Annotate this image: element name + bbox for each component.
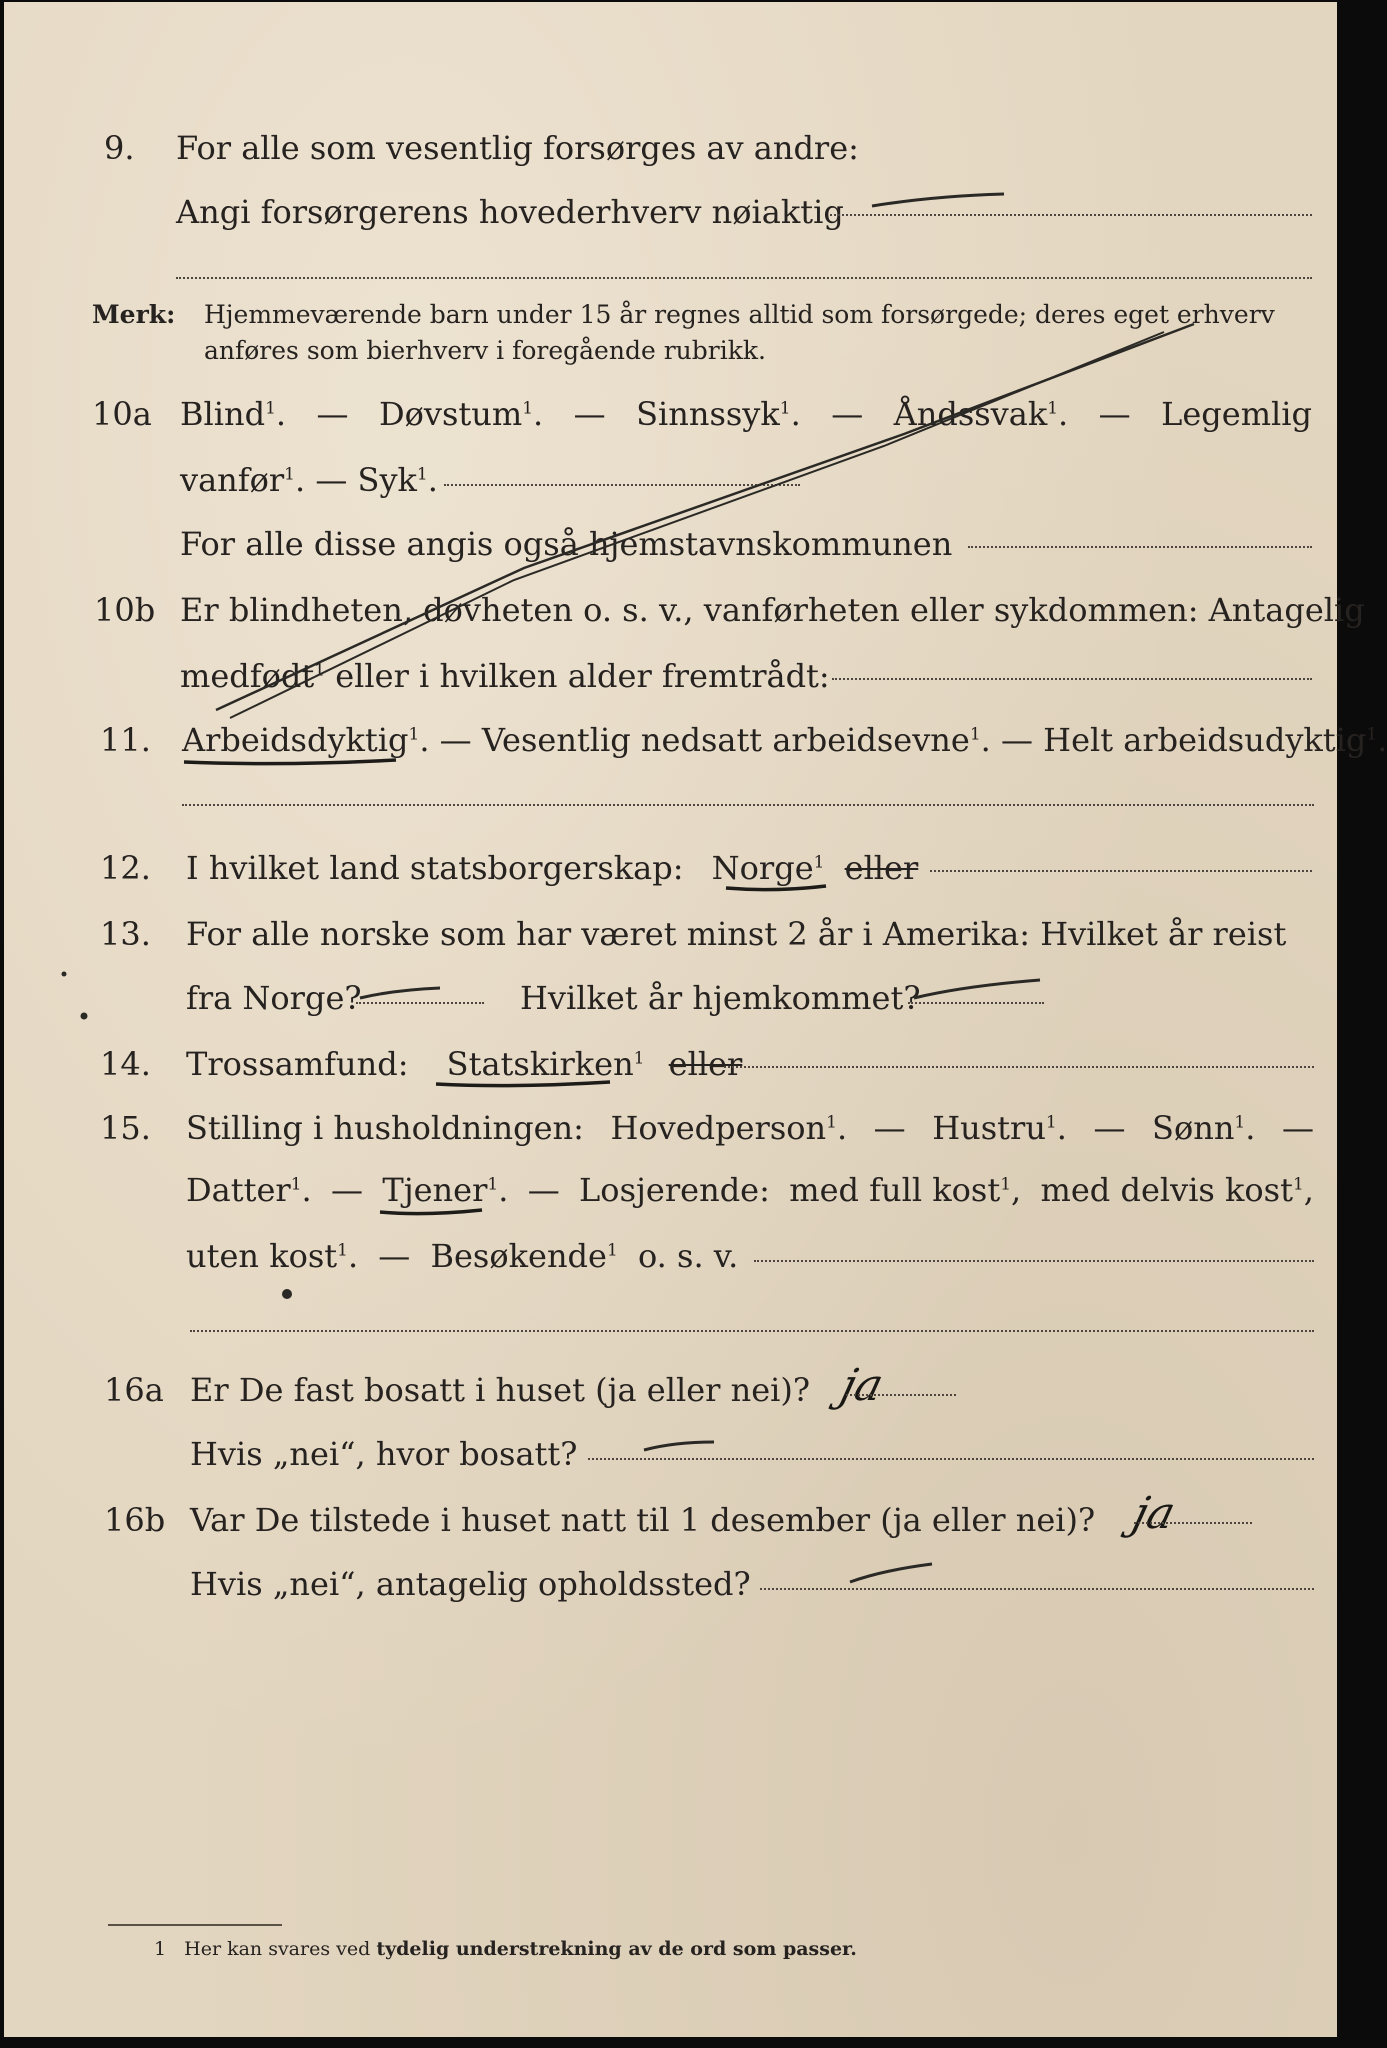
dash: — [1281, 1109, 1314, 1147]
q12-underline [726, 886, 826, 890]
footnote-text: Her kan svares ved [184, 1938, 371, 1960]
q12-eller: eller [844, 849, 919, 887]
q13-line1-text: For alle norske som har været minst 2 år i Amerika: Hvilket år reist [186, 915, 1287, 953]
q16a-number: 16a [104, 1371, 164, 1409]
dash: — [1098, 395, 1131, 433]
merk-line1-text: Hjemmeværende barn under 15 år regnes alltid som forsørgede; deres eget erhverv [204, 300, 1275, 329]
q10b-line2-rest: eller i hvilken alder fremtrådt: [335, 657, 830, 695]
q15-opt-datter[interactable]: Datter$^1$. [186, 1171, 312, 1209]
q10a-opt-blind[interactable]: Blind$^1$. [180, 395, 287, 433]
q9-number: 9. [104, 129, 135, 167]
q10a-opt-vanfor[interactable]: vanfør$^1$. [180, 461, 306, 499]
q10a-opt-legemlig[interactable]: Legemlig [1161, 395, 1312, 433]
q10a-line3: For alle disse angis også hjemstavnskommunen [180, 525, 953, 563]
q13-line2b: Hvilket år hjemkommet? [520, 979, 921, 1017]
q15-opt-delvis-kost[interactable]: med delvis kost$^1$, [1040, 1171, 1314, 1209]
q15-osv: o. s. v. [637, 1237, 739, 1275]
q16b-line2: Hvis „nei“, antagelig opholdssted? [190, 1565, 751, 1603]
q15-opt-besokende[interactable]: Besøkende$^1$ [430, 1237, 618, 1275]
dash: — [1001, 721, 1033, 759]
q16b-line1: Var De tilstede i huset natt til 1 desember (ja eller nei)? [190, 1501, 1096, 1539]
q16b-number: 16b [104, 1501, 166, 1539]
dash: — [1093, 1109, 1126, 1147]
dash: — [873, 1109, 906, 1147]
dash: — [527, 1171, 560, 1209]
diagonal-cancel-stroke-2 [230, 332, 1164, 718]
dash: — [315, 461, 348, 499]
q12-opt-norge[interactable]: Norge$^1$ [711, 849, 825, 887]
ink-speck [282, 1289, 292, 1299]
dash: — [439, 721, 472, 759]
q10a-number: 10a [92, 395, 152, 433]
footnote-mark: 1 [154, 1938, 167, 1960]
ink-speck [81, 1013, 88, 1020]
q10b-number: 10b [94, 591, 156, 629]
census-form-page [4, 2, 1387, 2037]
diagonal-cancel-stroke [216, 324, 1194, 710]
dash: — [831, 395, 864, 433]
q13-reist-dash [360, 988, 440, 998]
q16b-answer: ja [1127, 1488, 1181, 1539]
q13-hjemkommet-dash [914, 980, 1040, 998]
q10a-opt-andssvak[interactable]: Åndssvak$^1$. [893, 395, 1069, 433]
q16b-opholdssted-dash [850, 1564, 932, 1582]
q15-text: Stilling i husholdningen: [186, 1109, 584, 1147]
dash: — [331, 1171, 364, 1209]
q15-opt-full-kost[interactable]: med full kost$^1$, [789, 1171, 1022, 1209]
q14-eller: eller [668, 1045, 743, 1083]
dash: — [378, 1237, 411, 1275]
q11-opt-udyktig[interactable]: Helt arbeidsudyktig$^1$. [1043, 721, 1387, 759]
q13-number: 13. [100, 915, 151, 953]
q16a-line1: Er De fast bosatt i huset (ja eller nei)? [190, 1371, 811, 1409]
q14-opt-statskirken[interactable]: Statskirken$^1$ [446, 1045, 645, 1083]
q16a-line2: Hvis „nei“, hvor bosatt? [190, 1435, 578, 1473]
q12-number: 12. [100, 849, 151, 887]
handwritten-marks [4, 2, 1337, 2037]
q14-number: 14. [100, 1045, 151, 1083]
q15-opt-hustru[interactable]: Hustru$^1$. [932, 1109, 1067, 1147]
q15-underline [380, 1210, 482, 1214]
footnote-bold-text: tydelig understrekning av de ord som passer. [376, 1938, 857, 1960]
q15-opt-hovedperson[interactable]: Hovedperson$^1$. [610, 1109, 848, 1147]
q13-line2a: fra Norge? [186, 979, 362, 1017]
ink-speck [62, 972, 67, 977]
q14-text: Trossamfund: [186, 1045, 409, 1083]
q9-line2: Angi forsørgerens hovederhverv nøiaktig [176, 193, 844, 231]
q15-number: 15. [100, 1109, 151, 1147]
q9-answer-dash [872, 194, 1004, 206]
q15-opt-uten-kost[interactable]: uten kost$^1$. [186, 1237, 359, 1275]
q12-text: I hvilket land statsborgerskap: [186, 849, 684, 887]
q11-opt-nedsatt[interactable]: Vesentlig nedsatt arbeidsevne$^1$. [481, 721, 991, 759]
q15-opt-tjener[interactable]: Tjener$^1$. [382, 1171, 509, 1209]
q15-opt-sonn[interactable]: Sønn$^1$. [1152, 1109, 1256, 1147]
q9-line1-text: For alle som vesentlig forsørges av andre: [176, 129, 859, 167]
q16a-answer: ja [835, 1360, 889, 1411]
q11-underline [184, 760, 396, 764]
dash: — [573, 395, 606, 433]
dash: — [316, 395, 349, 433]
q11-number: 11. [100, 721, 151, 759]
q15-losjerende: Losjerende: [579, 1171, 770, 1209]
q10b-opt-medfodt[interactable]: medfødt$^1$ [180, 657, 326, 695]
q10a-opt-syk[interactable]: Syk$^1$. [357, 461, 438, 499]
q14-underline [436, 1082, 610, 1086]
merk-label: Merk: [92, 300, 176, 329]
q10a-opt-sinnssyk[interactable]: Sinnssyk$^1$. [636, 395, 801, 433]
q16a-bosatt-dash [644, 1442, 714, 1450]
q11-opt-arbeidsdyktig[interactable]: Arbeidsdyktig$^1$. [182, 721, 430, 759]
q10b-line1-text: Er blindheten, døvheten o. s. v., vanførheten eller sykdommen: Antagelig [180, 591, 1365, 629]
q10a-opt-dovstum[interactable]: Døvstum$^1$. [378, 395, 544, 433]
merk-line2: anføres som bierhverv i foregående rubrikk. [204, 336, 766, 365]
